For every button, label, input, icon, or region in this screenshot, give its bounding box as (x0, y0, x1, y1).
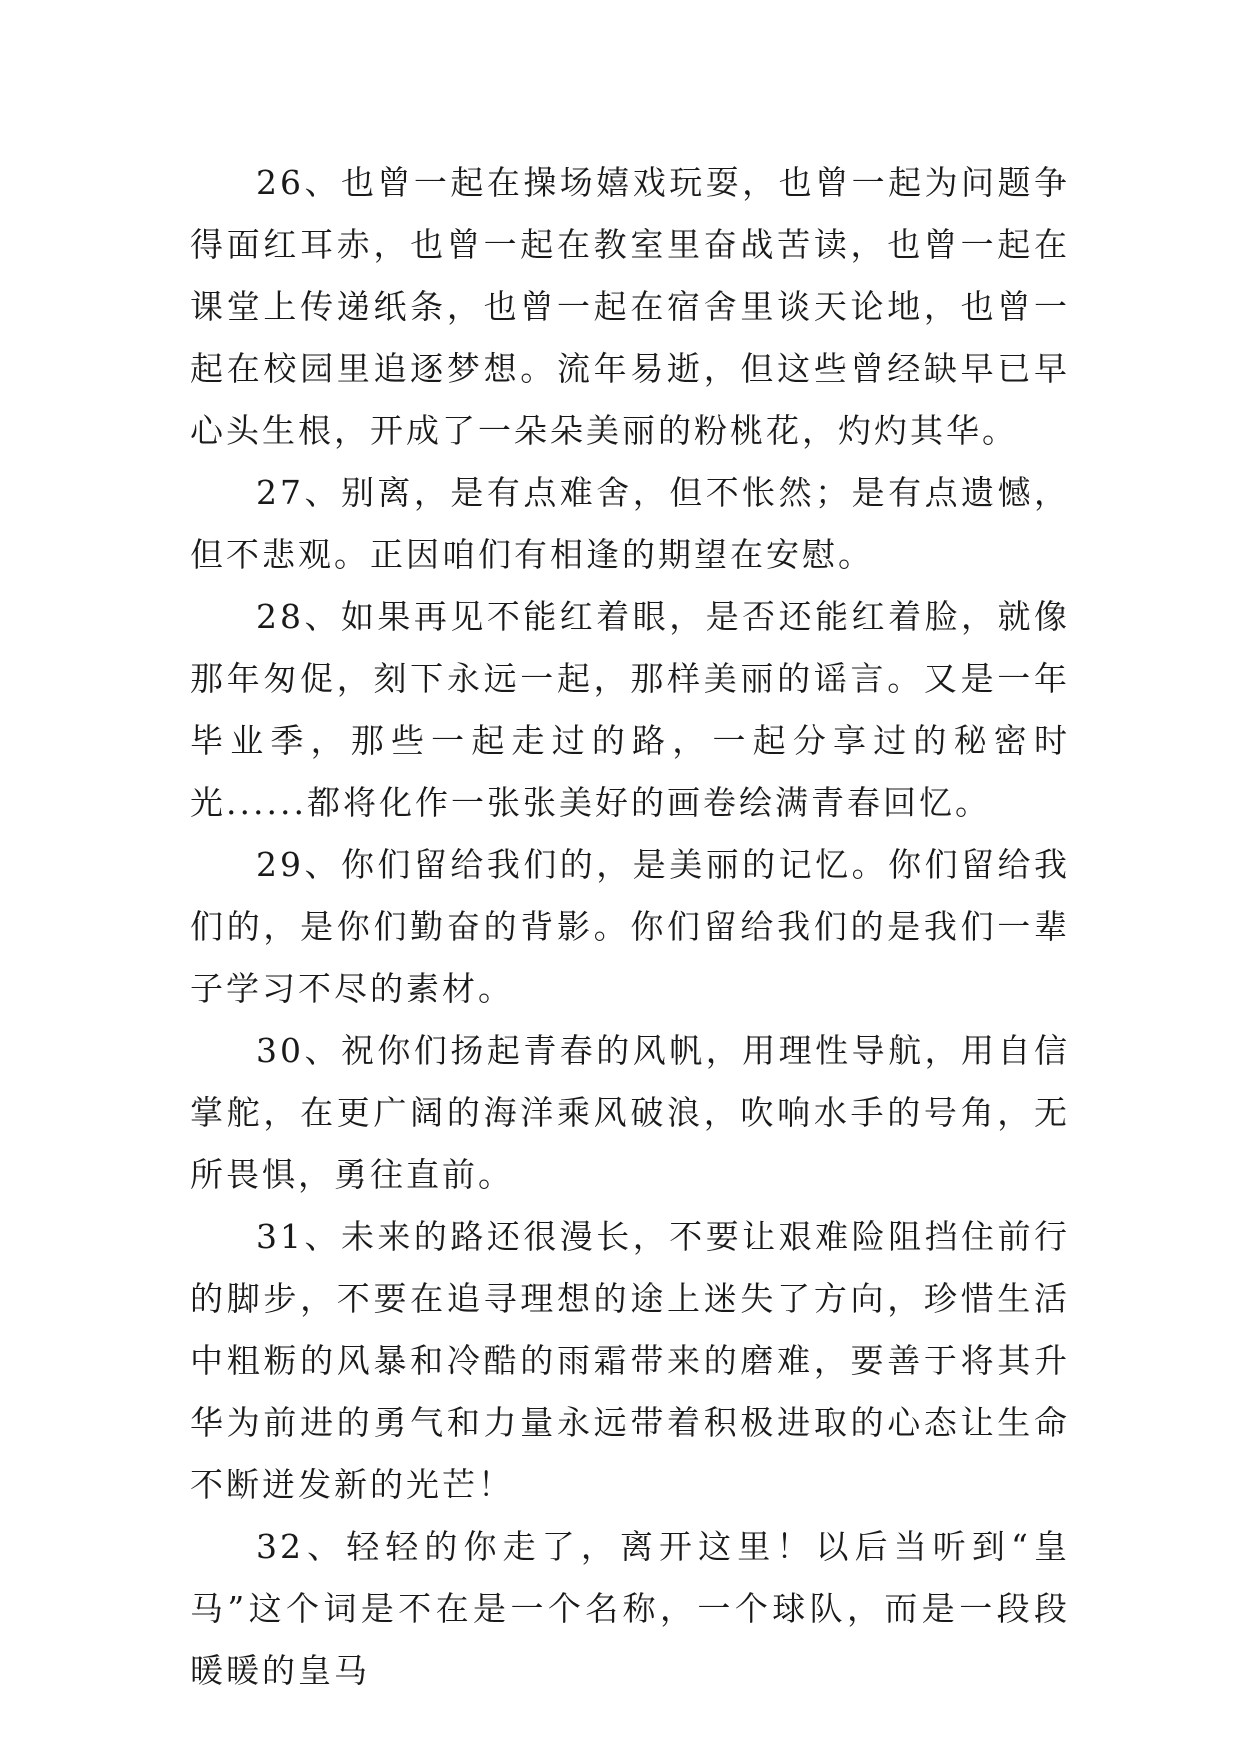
paragraph-27: 27、别离，是有点难舍，但不怅然；是有点遗憾，但不悲观。正因咱们有相逢的期望在安慰。 (190, 473, 1070, 574)
paragraph-32: 32、轻轻的你走了，离开这里！以后当听到“皇马”这个词是不在是一个名称，一个球队，而是一段段暖暖的皇马 (190, 1527, 1070, 1690)
paragraph-28: 28、如果再见不能红着眼，是否还能红着脸，就像那年匆促，刻下永远一起，那样美丽的谣言。又是一年毕业季，那些一起走过的路，一起分享过的秘密时光......都将化作一张张美好的画卷绘满青春回忆。 (190, 597, 1070, 822)
document-body (190, 152, 1070, 1702)
paragraph-31: 31、未来的路还很漫长，不要让艰难险阻挡住前行的脚步，不要在追寻理想的途上迷失了方向，珍惜生活中粗粝的风暴和冷酷的雨霜带来的磨难，要善于将其升华为前进的勇气和力量永远带着积极进取的心态让生命不断迸发新的光芒！ (190, 1217, 1070, 1504)
paragraph-29: 29、你们留给我们的，是美丽的记忆。你们留给我们的，是你们勤奋的背影。你们留给我们的是我们一辈子学习不尽的素材。 (190, 845, 1070, 1008)
paragraph-26: 26、也曾一起在操场嬉戏玩耍，也曾一起为问题争得面红耳赤，也曾一起在教室里奋战苦读，也曾一起在课堂上传递纸条，也曾一起在宿舍里谈天论地，也曾一起在校园里追逐梦想。流年易逝，但这些曾经缺早已早心头生根，开成了一朵朵美丽的粉桃花，灼灼其华。 (190, 163, 1070, 450)
paragraph-30: 30、祝你们扬起青春的风帆，用理性导航，用自信掌舵，在更广阔的海洋乘风破浪，吹响水手的号角，无所畏惧，勇往直前。 (190, 1031, 1070, 1194)
